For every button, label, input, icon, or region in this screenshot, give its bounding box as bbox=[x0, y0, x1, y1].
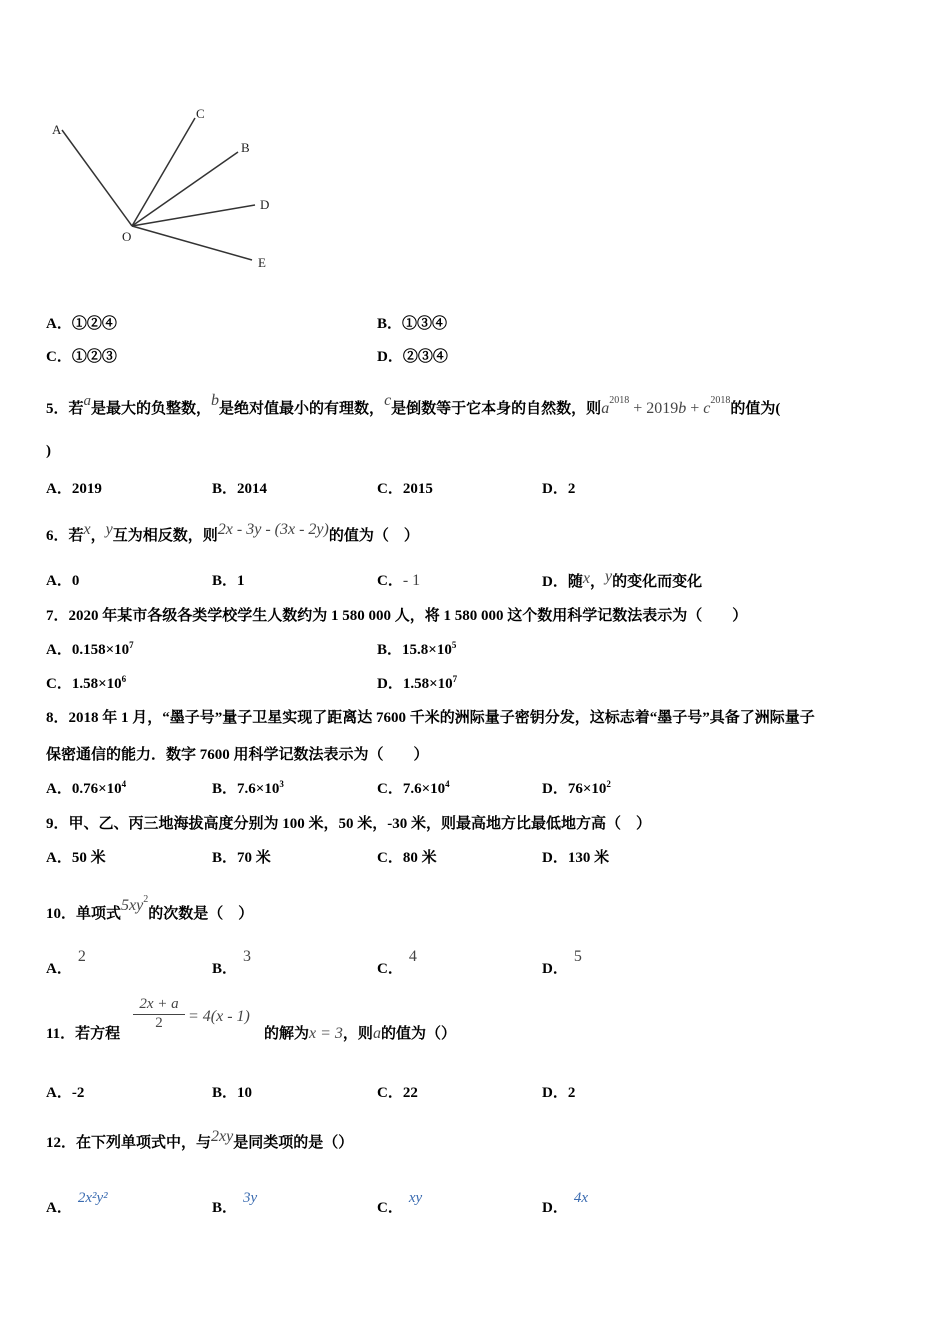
q12-option-b: B．3y bbox=[212, 1190, 258, 1216]
angle-figure bbox=[40, 100, 290, 280]
q7-stem: 7．2020 年某市各级各类学校学生人数约为 1 580 000 人，将 1 580 000 这个数用科学记数法表示为（ ） bbox=[46, 608, 748, 624]
q11-option-d: D．2 bbox=[542, 1085, 576, 1101]
q9-option-d: D．130 米 bbox=[542, 850, 610, 866]
label-A: A bbox=[52, 122, 62, 137]
q8-stem-line2: 保密通信的能力．数字 7600 用科学记数法表示为（ ） bbox=[46, 747, 429, 763]
label-B: B bbox=[241, 140, 250, 155]
q8-option-a: A．$0.76\times 10^4$ bbox=[46, 779, 127, 797]
q7-option-d: D．$1.58\times 10^7$ bbox=[377, 674, 458, 692]
q10-stem: 10．单项式$5xy^2$的次数是（ ） bbox=[46, 894, 254, 922]
q11-rhs: = 4(x - 1) bbox=[188, 1008, 250, 1025]
q11-stem-tail: 的解为x = 3，则a的值为（） bbox=[264, 1025, 456, 1042]
q4-option-a: A．①②④ bbox=[46, 316, 117, 332]
q6-option-a: A．0 bbox=[46, 573, 80, 589]
q8-option-d: D．$76\times 10^2$ bbox=[542, 779, 611, 797]
q5-stem: 5．若a是最大的负整数，b是绝对值最小的有理数，c是倒数等于它本身的自然数，则$a^{2018} + 2019b + c^{2018}$的值为( bbox=[46, 392, 781, 417]
q5-option-b: B．2014 bbox=[212, 481, 268, 497]
q12-option-c: C．xy bbox=[377, 1190, 423, 1216]
q12-stem: 12．在下列单项式中，与2xy是同类项的是（） bbox=[46, 1128, 354, 1151]
q5-stem-close: ) bbox=[46, 443, 51, 459]
label-E: E bbox=[258, 255, 266, 270]
q5-option-c: C．2015 bbox=[377, 481, 433, 497]
q10-option-d: D．5 bbox=[542, 948, 582, 977]
q11-option-c: C．22 bbox=[377, 1085, 418, 1101]
q11-stem-lead: 11．若方程 bbox=[46, 1026, 121, 1042]
q11-option-a: A．-2 bbox=[46, 1085, 85, 1101]
q6-option-d: D．随x，y的变化而变化 bbox=[542, 568, 703, 590]
q9-option-c: C．80 米 bbox=[377, 850, 437, 866]
q4-option-d: D．②③④ bbox=[377, 349, 448, 365]
q11-fraction: 2x + a 2 bbox=[133, 996, 185, 1032]
q12-option-d: D．4x bbox=[542, 1190, 589, 1216]
q7-option-c: C．$1.58\times 10^6$ bbox=[46, 674, 127, 692]
label-D: D bbox=[260, 197, 270, 212]
q4-option-b: B．①③④ bbox=[377, 316, 448, 332]
q8-option-b: B．$7.6\times 10^3$ bbox=[212, 779, 284, 797]
q9-option-b: B．70 米 bbox=[212, 850, 271, 866]
q9-stem: 9．甲、乙、丙三地海拔高度分别为 100 米，50 米，-30 米，则最高地方比最低地方高（ ） bbox=[46, 816, 651, 832]
q11-option-b: B．10 bbox=[212, 1085, 253, 1101]
q10-option-b: B．3 bbox=[212, 948, 252, 977]
q6-option-c: C．- 1 bbox=[377, 572, 421, 589]
label-O: O bbox=[122, 229, 132, 244]
q12-option-a: A．2x²y² bbox=[46, 1190, 108, 1216]
q5-option-d: D．2 bbox=[542, 481, 576, 497]
q5-option-a: A．2019 bbox=[46, 481, 102, 497]
q8-option-c: C．$7.6\times 10^4$ bbox=[377, 779, 450, 797]
q7-option-b: B．$15.8\times 10^5$ bbox=[377, 640, 457, 658]
q8-stem-line1: 8．2018 年 1 月，“墨子号”量子卫星实现了距离达 7600 千米的洲际量子密钥分发，这标志着“墨子号”具备了洲际量子 bbox=[46, 710, 815, 726]
q6-stem: 6．若x，y互为相反数，则2x - 3y - (3x - 2y)的值为（ ） bbox=[46, 521, 419, 544]
label-C: C bbox=[196, 106, 205, 121]
q9-option-a: A．50 米 bbox=[46, 850, 106, 866]
q10-option-c: C．4 bbox=[377, 948, 417, 977]
q4-option-c: C．①②③ bbox=[46, 349, 117, 365]
q10-option-a: A．2 bbox=[46, 948, 86, 977]
q6-option-b: B．1 bbox=[212, 573, 245, 589]
q7-option-a: A．$0.158\times 10^7$ bbox=[46, 640, 134, 658]
